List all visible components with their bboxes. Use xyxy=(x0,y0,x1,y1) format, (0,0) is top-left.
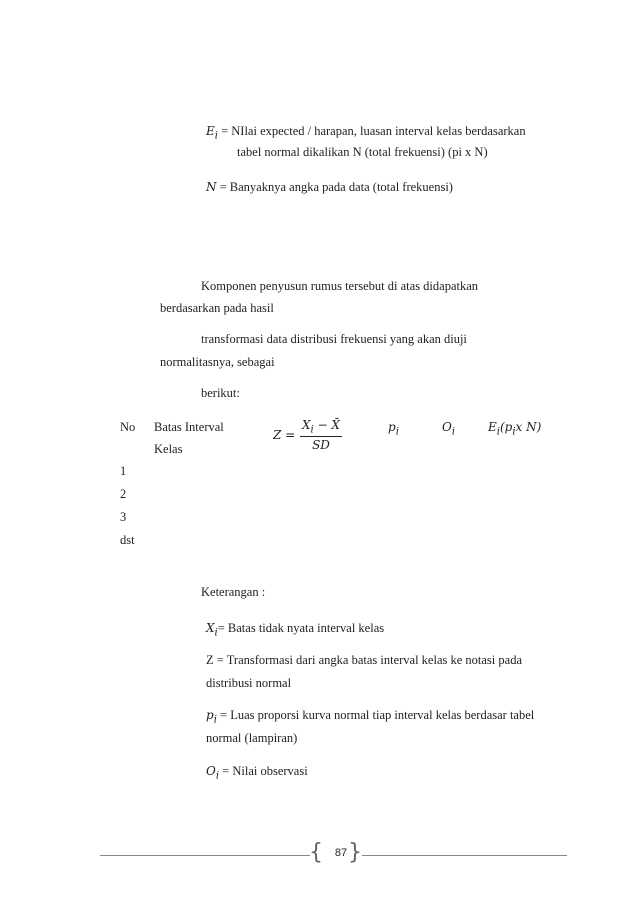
fraction-bar xyxy=(300,436,342,437)
header-kelas: Kelas xyxy=(154,442,183,456)
definition-n xyxy=(206,180,453,195)
keterangan-item-x: $X_i=$ Batas tidak nyata interval kelas xyxy=(206,621,385,639)
page-number: 87 xyxy=(334,847,348,859)
header-e: $E_i(p_ix$ N) xyxy=(488,420,542,438)
paragraph-line-3: transformasi data distribusi frekuensi yang akan diuji xyxy=(201,332,467,346)
header-p: $p_i$ xyxy=(388,420,399,438)
keterangan-title: Keterangan : xyxy=(201,585,266,599)
table-row-number: 2 xyxy=(120,487,127,501)
z-formula-denominator: SD xyxy=(312,438,330,453)
definition-e xyxy=(206,124,526,141)
table-row-number: dst xyxy=(120,533,135,547)
paragraph-line-2: berdasarkan pada hasil xyxy=(160,301,274,315)
paragraph-line-1: Komponen penyusun rumus tersebut di atas didapatkan xyxy=(201,279,479,293)
definition-e-continued: tabel normal dikalikan N (total frekuensi) (pi x N) xyxy=(237,145,488,159)
symbol-o: $O_i$ xyxy=(206,764,220,782)
keterangan-item-z-continued: distribusi normal xyxy=(206,676,292,690)
symbol-x: $X_i$ xyxy=(206,621,218,639)
paragraph-line-5: berikut: xyxy=(201,386,240,400)
keterangan-item-p: $p_i$ = Luas proporsi kurva normal tiap interval kelas berdasar tabel xyxy=(206,708,535,726)
left-brace-icon: { xyxy=(309,840,323,865)
keterangan-item-z: Z = Transformasi dari angka batas interval kelas ke notasi pada xyxy=(206,653,522,667)
definition-n-text: = Banyaknya angka pada data (total frekuensi) xyxy=(219,180,453,194)
table-row-number: 1 xyxy=(120,464,127,478)
header-batas-interval: Batas Interval xyxy=(154,420,224,434)
keterangan-item-p-continued: normal (lampiran) xyxy=(206,731,298,745)
right-brace-icon: } xyxy=(348,840,362,865)
paragraph-line-4: normalitasnya, sebagai xyxy=(160,355,275,369)
footer-rule-right xyxy=(362,855,567,856)
definition-e-text: = NIlai expected / harapan, luasan interval kelas berdasarkan xyxy=(221,124,526,138)
symbol-e: $E_i$ xyxy=(206,124,218,142)
z-formula-fraction xyxy=(300,418,342,452)
symbol-n: N xyxy=(206,180,217,194)
header-z-lhs: Z = xyxy=(273,428,296,442)
symbol-p: $p_i$ xyxy=(206,708,217,726)
header-no: No xyxy=(120,420,136,434)
table-row-number: 3 xyxy=(120,510,127,524)
footer-rule-left xyxy=(100,855,310,856)
keterangan-item-o: $O_i$ = Nilai observasi xyxy=(206,764,308,782)
z-formula-numerator: $X_i$ − X̄ xyxy=(302,418,340,436)
header-o: $O_i$ xyxy=(442,420,456,438)
